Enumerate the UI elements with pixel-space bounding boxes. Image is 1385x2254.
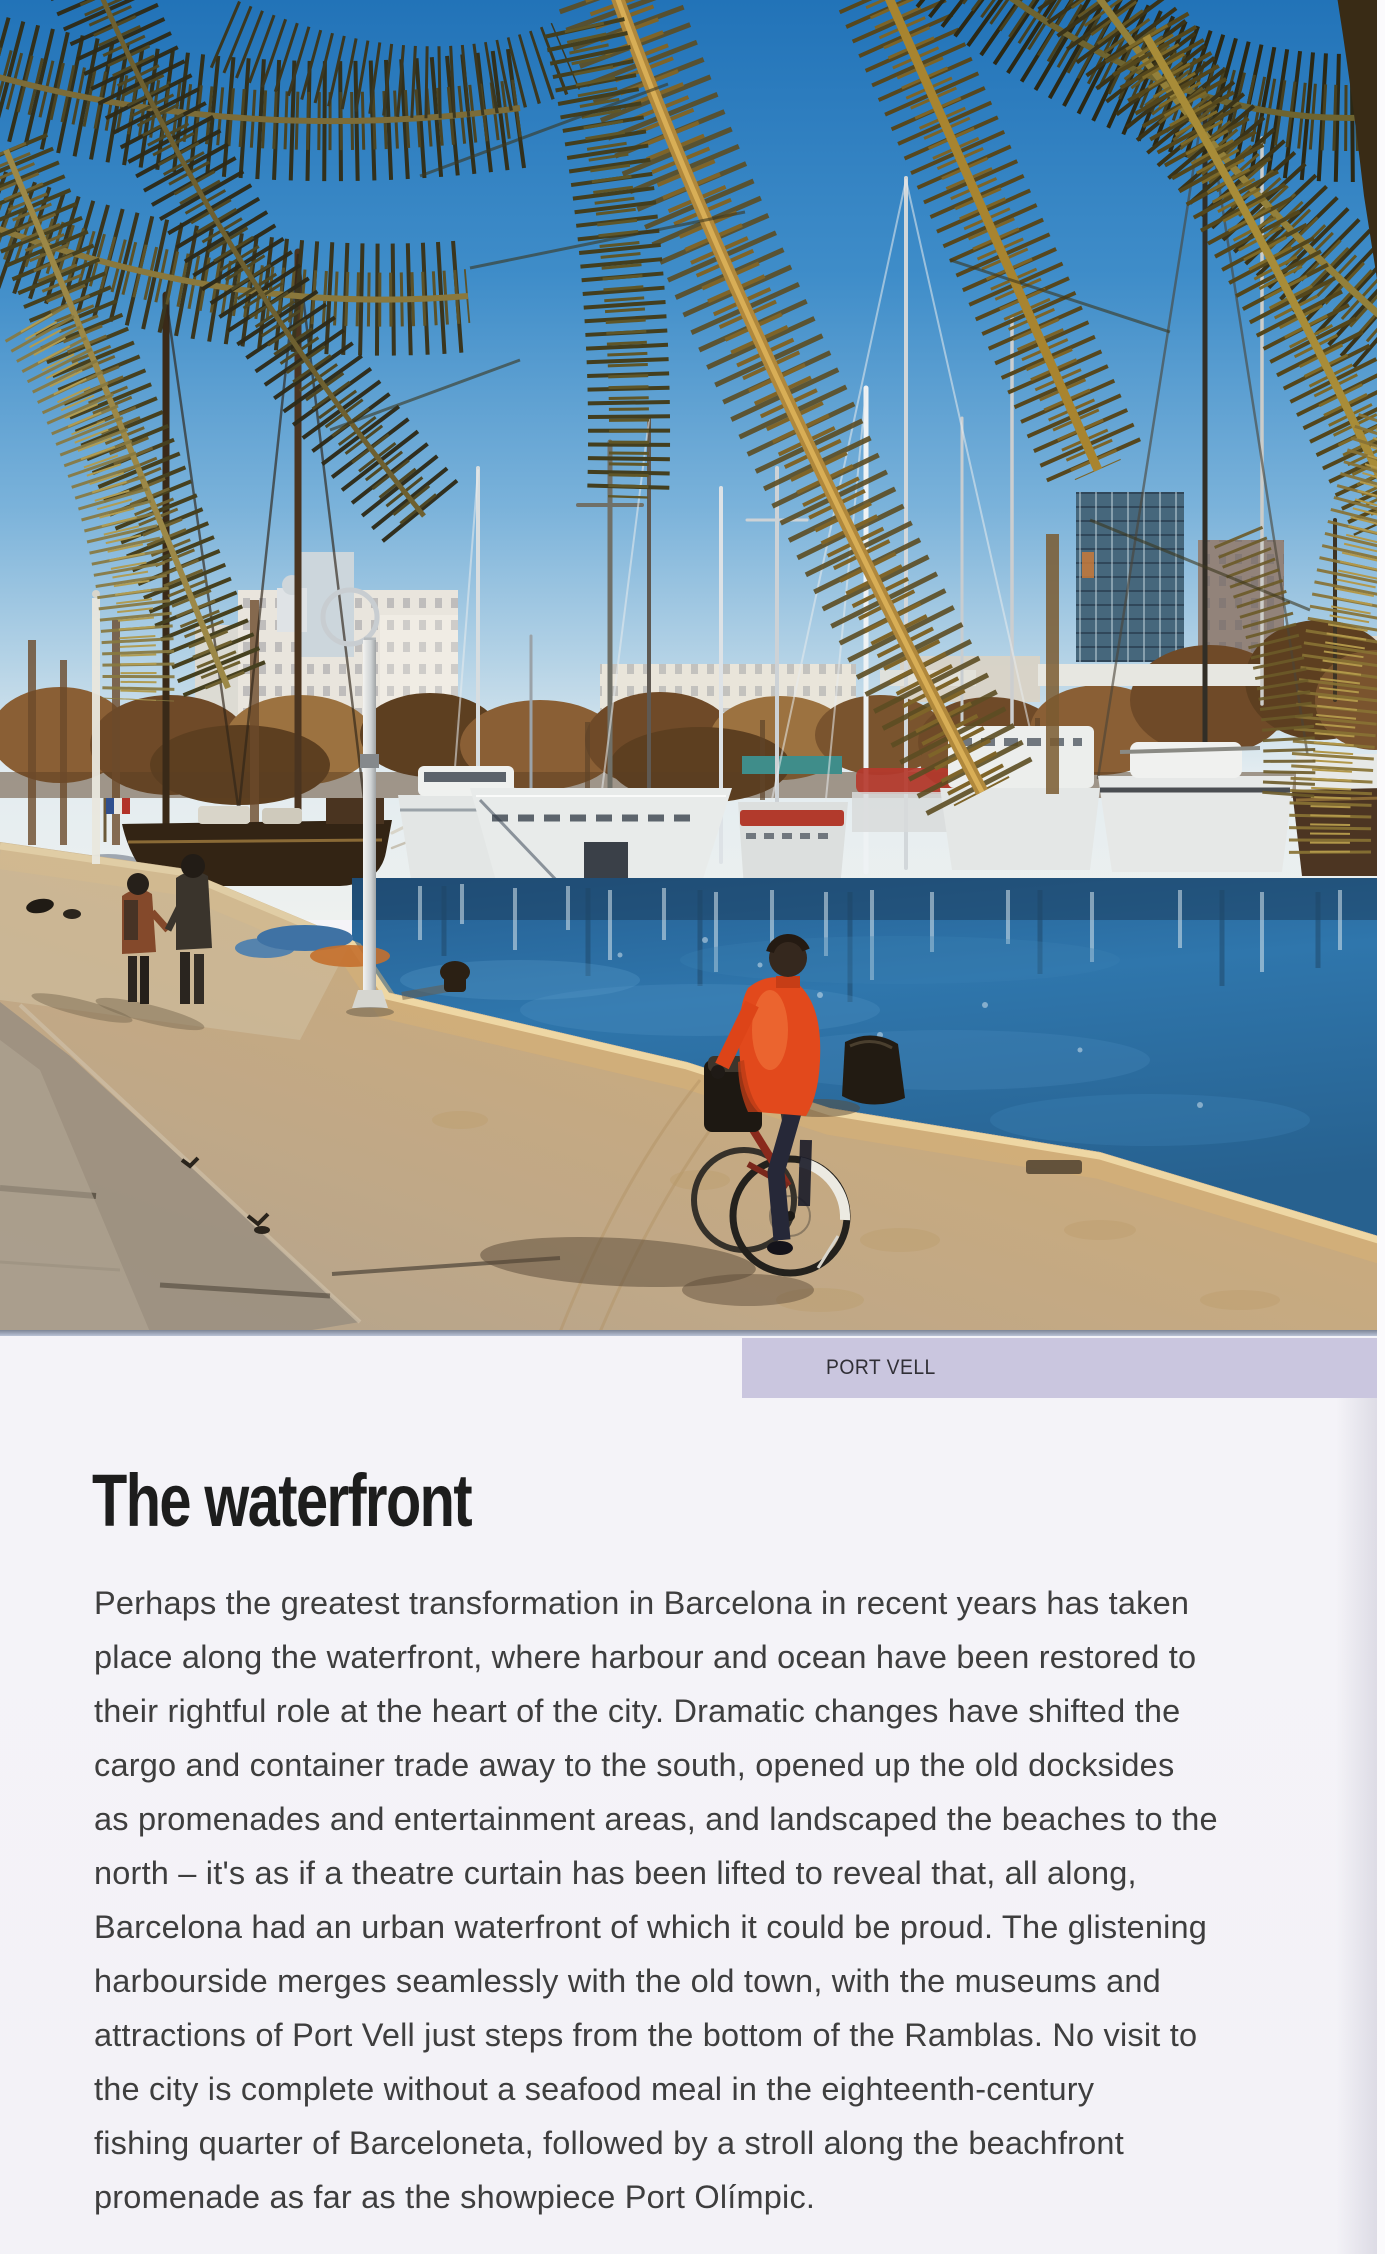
body-line: attractions of Port Vell just steps from the bottom of the Ramblas. No visit to (94, 2017, 1198, 2053)
body-line: fishing quarter of Barceloneta, followed by a stroll along the beachfront (94, 2125, 1124, 2161)
body-line: Perhaps the greatest transformation in Barcelona in recent years has taken (94, 1585, 1190, 1621)
body-line: north – it's as if a theatre curtain has been lifted to reveal that, all along, (94, 1855, 1137, 1891)
body-line: harbourside merges seamlessly with the old town, with the museums and (94, 1963, 1161, 1999)
body-text (94, 1576, 1218, 2224)
body-line: Barcelona had an urban waterfront of which it could be proud. The glistening (94, 1909, 1208, 1945)
photo-caption-bar (742, 1338, 1377, 1398)
scan-margin (1377, 0, 1385, 2254)
photo-caption: PORT VELL (826, 1356, 936, 1379)
body-line: their rightful role at the heart of the city. Dramatic changes have shifted the (94, 1693, 1181, 1729)
page-edge-shading (1336, 1398, 1377, 2254)
body-line: the city is complete without a seafood meal in the eighteenth-century (94, 2071, 1095, 2107)
body-line: as promenades and entertainment areas, and landscaped the beaches to the (94, 1801, 1218, 1837)
photo-bottom-edge (0, 1330, 1385, 1336)
page-title: The waterfront (92, 1459, 472, 1542)
body-line: promenade as far as the showpiece Port Olímpic. (94, 2179, 816, 2215)
body-line: cargo and container trade away to the south, opened up the old docksides (94, 1747, 1175, 1783)
body-line: place along the waterfront, where harbour and ocean have been restored to (94, 1639, 1197, 1675)
